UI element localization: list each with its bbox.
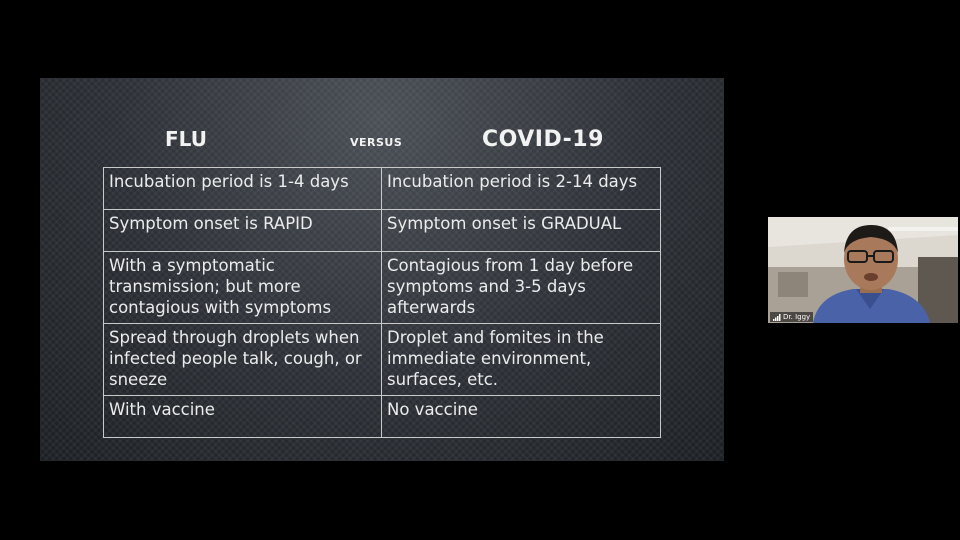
covid-cell: Symptom onset is GRADUAL	[382, 210, 661, 252]
flu-heading: FLU	[165, 127, 207, 151]
presentation-slide	[40, 78, 724, 461]
covid-heading: COVID-19	[482, 127, 604, 152]
participant-name-label	[770, 312, 813, 322]
flu-cell: Incubation period is 1-4 days	[104, 168, 382, 210]
flu-cell: With a symptomatic transmission; but more contagious with symptoms	[104, 252, 382, 324]
comparison-table	[103, 167, 661, 438]
covid-cell: Droplet and fomites in the immediate environment, surfaces, etc.	[382, 324, 661, 396]
flu-cell: With vaccine	[104, 396, 382, 438]
covid-cell: No vaccine	[382, 396, 661, 438]
participant-video-tile[interactable]	[768, 217, 958, 323]
table-row	[104, 210, 661, 252]
table-row	[104, 396, 661, 438]
table-row	[104, 324, 661, 396]
table-row	[104, 252, 661, 324]
covid-cell: Contagious from 1 day before symptoms and 3-5 days afterwards	[382, 252, 661, 324]
table-row	[104, 168, 661, 210]
participant-name-text: Dr. Iggy	[783, 313, 811, 321]
versus-heading: VERSUS	[350, 136, 403, 149]
flu-cell: Spread through droplets when infected people talk, cough, or sneeze	[104, 324, 382, 396]
participant-video-feed	[768, 217, 958, 323]
covid-cell: Incubation period is 2-14 days	[382, 168, 661, 210]
flu-cell: Symptom onset is RAPID	[104, 210, 382, 252]
signal-bars-icon	[773, 314, 781, 321]
